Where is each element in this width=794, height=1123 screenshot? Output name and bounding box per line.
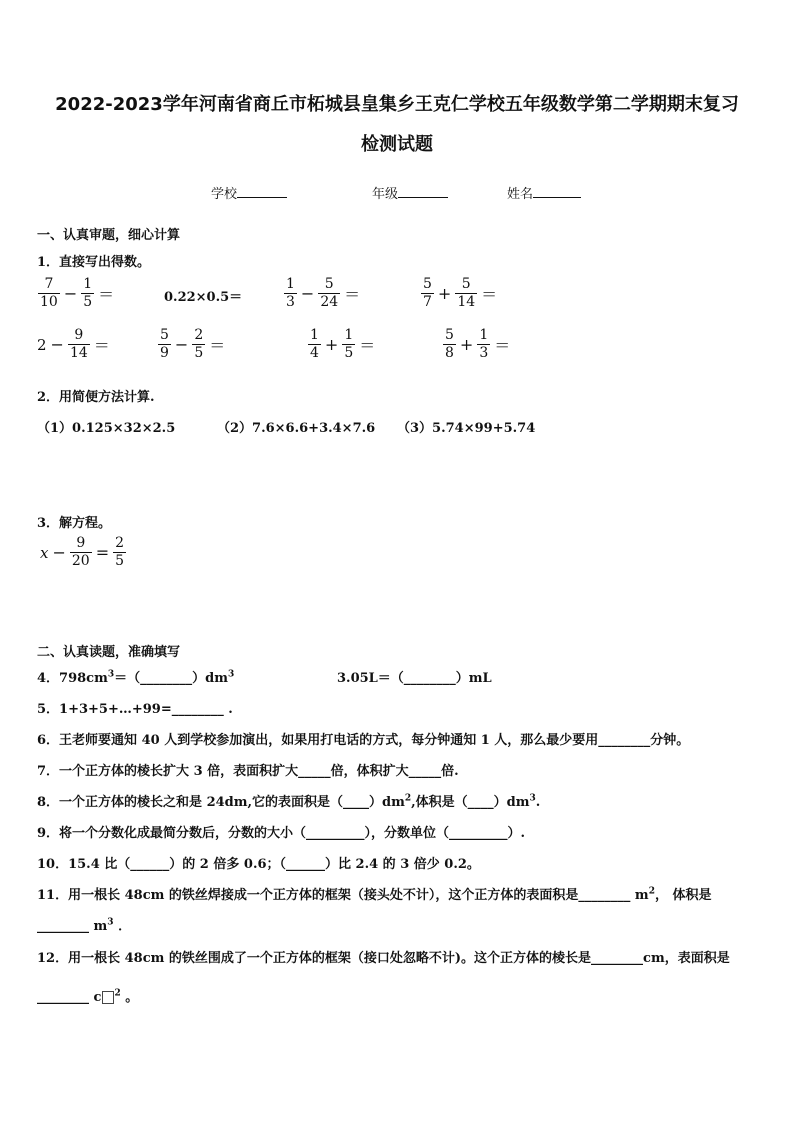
equation: x − $\frac{9}{20}$ = $\frac{2}{5}$ [40,535,125,569]
missing-glyph-icon [102,991,114,1004]
fraction: $\frac{5}{9}$ [160,327,169,361]
question-8: 8．一个正方体的棱长之和是 24dm,它的表面积是$(\_\_\_\_)dm^2$,体积是$(\_\_\_\_)dm^3$. [37,793,541,810]
question-6: 6．王老师要通知 40 人到学校参加演出，如果用打电话的方式，每分钟通知 1 人，那么最少要用________分钟。 [37,733,690,748]
fraction: $\frac{2}{5}$ [115,535,125,569]
question-11: 11．用一根长 48cm 的铁丝焊接成一个正方体的框架（接头处不计），这个正方体的表面积是________ $m^2$， 体积是 [37,886,712,903]
name-field[interactable] [507,183,581,202]
section-heading: 一、认真审题，细心计算 [37,228,181,243]
fraction: $\frac{1}{3}$ [479,327,489,361]
school-label: 学校 [211,187,238,202]
name-label: 姓名 [507,187,534,202]
calc-item: $\frac{5}{9}$ − $\frac{2}{5}$ ＝ [160,327,226,361]
grade-label: 年级 [372,187,399,202]
question-7: 7．一个正方体的棱长扩大 3 倍，表面积扩大_____倍，体积扩大_____倍. [37,764,459,779]
question-12-line2: ________ c $^2$ 。 [37,988,139,1005]
calc-item: 2 − $\frac{9}{14}$ ＝ [37,327,110,361]
calc-item: （2）7.6×6.6+3.4×7.6 [217,421,376,436]
fraction: $\frac{5}{24}$ [320,276,339,310]
fraction: $\frac{1}{4}$ [310,327,319,361]
page-title-line2: 检测试题 [361,134,433,155]
fraction: $\frac{5}{7}$ [423,276,432,310]
school-field[interactable] [211,183,287,202]
calc-item: （1）0.125×32×2.5 [37,421,176,436]
question-12: 12．用一根长 48cm 的铁丝围成了一个正方体的框架（接口处忽略不计)。这个正方体的棱长是________cm，表面积是 [37,951,730,966]
fraction: $\frac{7}{10}$ [40,276,58,310]
calc-item: 0.22×0.5＝ [164,290,243,305]
grade-blank[interactable] [398,185,448,198]
question-9: 9．将一个分数化成最简分数后，分数的大小（_________），分数单位（_________）. [37,826,526,841]
fraction: $\frac{1}{5}$ [83,276,93,310]
fraction: $\frac{5}{8}$ [445,327,454,361]
question-5: 5．1+3+5+…+99=________ . [37,702,233,717]
school-blank[interactable] [237,185,287,198]
section-heading: 二、认真读题，准确填写 [37,645,181,660]
name-blank[interactable] [533,185,581,198]
fraction: $\frac{1}{3}$ [286,276,295,310]
page-title: 2022-2023学年河南省商丘市柘城县皇集乡王克仁学校五年级数学第二学期期末复习 [55,94,739,115]
grade-field[interactable] [372,183,448,202]
question-10: 10．15.4 比（______）的 2 倍多 0.6；（______）比 2.4 的 3 倍少 0.2。 [37,857,480,872]
calc-item: $\frac{5}{8}$ + $\frac{1}{3}$ ＝ [445,327,511,361]
calc-item: $\frac{1}{3}$ − $\frac{5}{24}$ ＝ [286,276,361,310]
question-11-line2: ________ $m^3$ ． [37,917,132,934]
question-label: 3．解方程。 [37,516,112,531]
calc-item: $\frac{7}{10}$ − $\frac{1}{5}$ ＝ [40,276,115,310]
calc-item: $\frac{1}{4}$ + $\frac{1}{5}$ ＝ [310,327,376,361]
fraction: $\frac{9}{20}$ [71,535,90,569]
calc-item: $\frac{5}{7}$ + $\frac{5}{14}$ ＝ [423,276,498,310]
fraction: $\frac{1}{5}$ [344,327,354,361]
fraction: $\frac{2}{5}$ [194,327,204,361]
fraction: $\frac{9}{14}$ [69,327,88,361]
question-label: 1．直接写出得数。 [37,255,151,270]
question-label: 2．用简便方法计算. [37,390,155,405]
calc-item: （3）5.74×99+5.74 [397,421,536,436]
question-4: 4．$798cm^3=(\_\_\_\_\_\_\_\_)dm^3$ [37,669,235,686]
question-4-right: 3.05L＝（________）mL [337,671,492,686]
fraction: $\frac{5}{14}$ [457,276,476,310]
